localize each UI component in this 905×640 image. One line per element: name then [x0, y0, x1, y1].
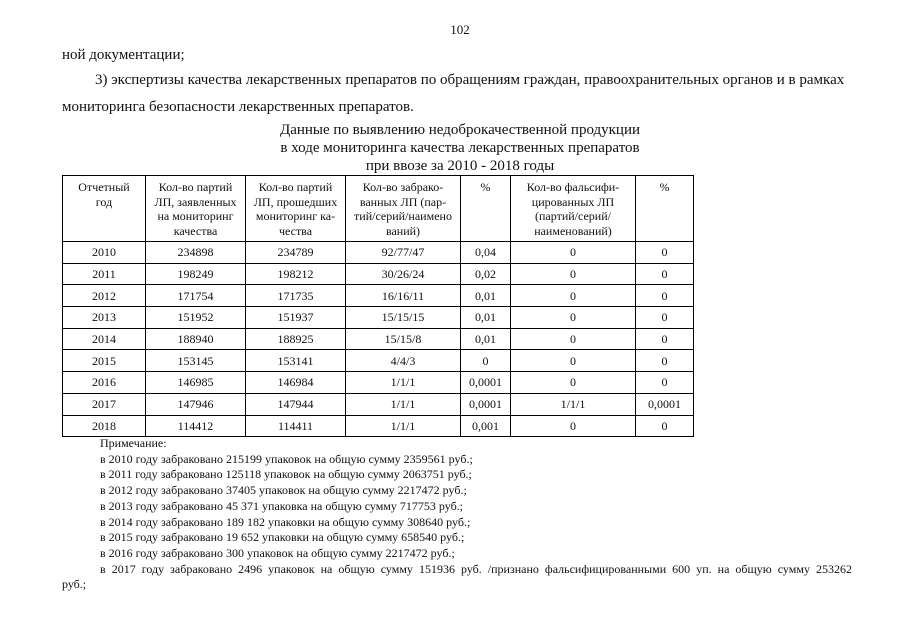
paragraph-continuation: ной документации;: [62, 47, 185, 63]
cell-passed-batches: 114411: [246, 415, 346, 437]
cell-passed-batches: 171735: [246, 285, 346, 307]
cell-falsified-percent: 0: [636, 307, 694, 329]
cell-passed-batches: 146984: [246, 372, 346, 394]
cell-declared-batches: 114412: [146, 415, 246, 437]
table-row: [63, 372, 694, 394]
column-header-falsified-percent: %: [636, 176, 694, 242]
cell-falsified: 0: [511, 350, 636, 372]
note-line: в 2013 году забраковано 45 371 упаковка на общую сумму 717753 руб.;: [100, 498, 464, 513]
note-line: в 2016 году забраковано 300 упаковок на общую сумму 2217472 руб.;: [100, 545, 455, 560]
cell-falsified-percent: 0: [636, 372, 694, 394]
cell-rejected: 15/15/15: [346, 307, 461, 329]
table-body: [63, 242, 694, 437]
column-header-passed-batches: Кол-во партий ЛП, прошедших мониторинг ка- чества: [246, 176, 346, 242]
table-row: [63, 350, 694, 372]
table-notes: [62, 436, 858, 593]
note-line-2017: в 2017 году забраковано 2496 упаковок на общую сумму 151936 руб. /признано фальсифицированными 600 уп. на общую сумму 253262: [100, 561, 852, 576]
cell-falsified-percent: 0: [636, 415, 694, 437]
cell-year: 2011: [63, 263, 146, 285]
cell-rejected: 1/1/1: [346, 372, 461, 394]
notes-heading: Примечание:: [100, 436, 167, 450]
note-line: в 2015 году забраковано 19 652 упаковки на общую сумму 658540 руб.;: [100, 530, 465, 545]
cell-year: 2012: [63, 285, 146, 307]
cell-falsified-percent: 0,0001: [636, 393, 694, 415]
cell-declared-batches: 198249: [146, 263, 246, 285]
note-line-2017-continuation: руб.;: [62, 577, 87, 592]
column-header-falsified: Кол-во фальсифи- цированных ЛП (партий/серий/ наименований): [511, 176, 636, 242]
table-row: [63, 415, 694, 437]
cell-rejected: 15/15/8: [346, 328, 461, 350]
cell-year: 2013: [63, 307, 146, 329]
table-title: [62, 121, 858, 175]
cell-year: 2014: [63, 328, 146, 350]
cell-rejected-percent: 0: [461, 350, 511, 372]
cell-falsified: 0: [511, 372, 636, 394]
cell-falsified: 0: [511, 263, 636, 285]
cell-falsified-percent: 0: [636, 328, 694, 350]
cell-year: 2015: [63, 350, 146, 372]
cell-rejected-percent: 0,001: [461, 415, 511, 437]
column-header-rejected: Кол-во забрако- ванных ЛП (пар- тий/серий/наимено ваний): [346, 176, 461, 242]
cell-falsified-percent: 0: [636, 350, 694, 372]
table-row: [63, 263, 694, 285]
cell-year: 2016: [63, 372, 146, 394]
cell-falsified-percent: 0: [636, 285, 694, 307]
cell-declared-batches: 234898: [146, 242, 246, 264]
table-row: [63, 393, 694, 415]
table-header: [63, 176, 694, 242]
note-line: в 2012 году забраковано 37405 упаковок на общую сумму 2217472 руб.;: [100, 483, 467, 498]
table-row: [63, 307, 694, 329]
cell-rejected-percent: 0,0001: [461, 393, 511, 415]
cell-falsified: 0: [511, 285, 636, 307]
cell-declared-batches: 147946: [146, 393, 246, 415]
cell-year: 2017: [63, 393, 146, 415]
table-header-row: [63, 176, 694, 242]
cell-falsified: 1/1/1: [511, 393, 636, 415]
cell-rejected: 92/77/47: [346, 242, 461, 264]
cell-rejected-percent: 0,0001: [461, 372, 511, 394]
cell-falsified: 0: [511, 307, 636, 329]
cell-year: 2018: [63, 415, 146, 437]
note-line: в 2014 году забраковано 189 182 упаковки на общую сумму 308640 руб.;: [100, 514, 471, 529]
cell-falsified: 0: [511, 242, 636, 264]
cell-passed-batches: 151937: [246, 307, 346, 329]
cell-rejected-percent: 0,02: [461, 263, 511, 285]
cell-year: 2010: [63, 242, 146, 264]
cell-falsified-percent: 0: [636, 263, 694, 285]
cell-falsified: 0: [511, 415, 636, 437]
cell-rejected: 16/16/11: [346, 285, 461, 307]
cell-rejected-percent: 0,01: [461, 285, 511, 307]
cell-falsified: 0: [511, 328, 636, 350]
cell-declared-batches: 151952: [146, 307, 246, 329]
cell-passed-batches: 234789: [246, 242, 346, 264]
column-header-year: Отчетный год: [63, 176, 146, 242]
cell-rejected-percent: 0,01: [461, 307, 511, 329]
column-header-declared-batches: Кол-во партий ЛП, заявленных на мониторинг качества: [146, 176, 246, 242]
table-row: [63, 242, 694, 264]
column-header-rejected-percent: %: [461, 176, 511, 242]
cell-rejected-percent: 0,04: [461, 242, 511, 264]
cell-passed-batches: 147944: [246, 393, 346, 415]
cell-passed-batches: 198212: [246, 263, 346, 285]
note-line: в 2010 году забраковано 215199 упаковок на общую сумму 2359561 руб.;: [100, 451, 473, 466]
table-title-line-2: в ходе мониторинга качества лекарственных препаратов: [280, 140, 640, 156]
cell-declared-batches: 171754: [146, 285, 246, 307]
cell-falsified-percent: 0: [636, 242, 694, 264]
cell-declared-batches: 188940: [146, 328, 246, 350]
cell-declared-batches: 153145: [146, 350, 246, 372]
cell-rejected: 1/1/1: [346, 415, 461, 437]
cell-passed-batches: 153141: [246, 350, 346, 372]
table-row: [63, 328, 694, 350]
table-row: [63, 285, 694, 307]
table-title-line-3: при ввозе за 2010 - 2018 годы: [365, 158, 555, 174]
cell-passed-batches: 188925: [246, 328, 346, 350]
cell-rejected-percent: 0,01: [461, 328, 511, 350]
cell-rejected: 30/26/24: [346, 263, 461, 285]
cell-rejected: 1/1/1: [346, 393, 461, 415]
list-item-3-line-2: мониторинга безопасности лекарственных препаратов.: [62, 99, 414, 115]
quality-monitoring-table: [62, 175, 694, 437]
table-title-line-1: Данные по выявлению недоброкачественной продукции: [279, 122, 641, 138]
list-item-3-line-1: 3) экспертизы качества лекарственных препаратов по обращениям граждан, правоохранительных органов и в рамках: [95, 72, 845, 88]
note-line: в 2011 году забраковано 125118 упаковок на общую сумму 2063751 руб.;: [100, 467, 472, 482]
page-number: 102: [450, 22, 470, 37]
cell-declared-batches: 146985: [146, 372, 246, 394]
cell-rejected: 4/4/3: [346, 350, 461, 372]
